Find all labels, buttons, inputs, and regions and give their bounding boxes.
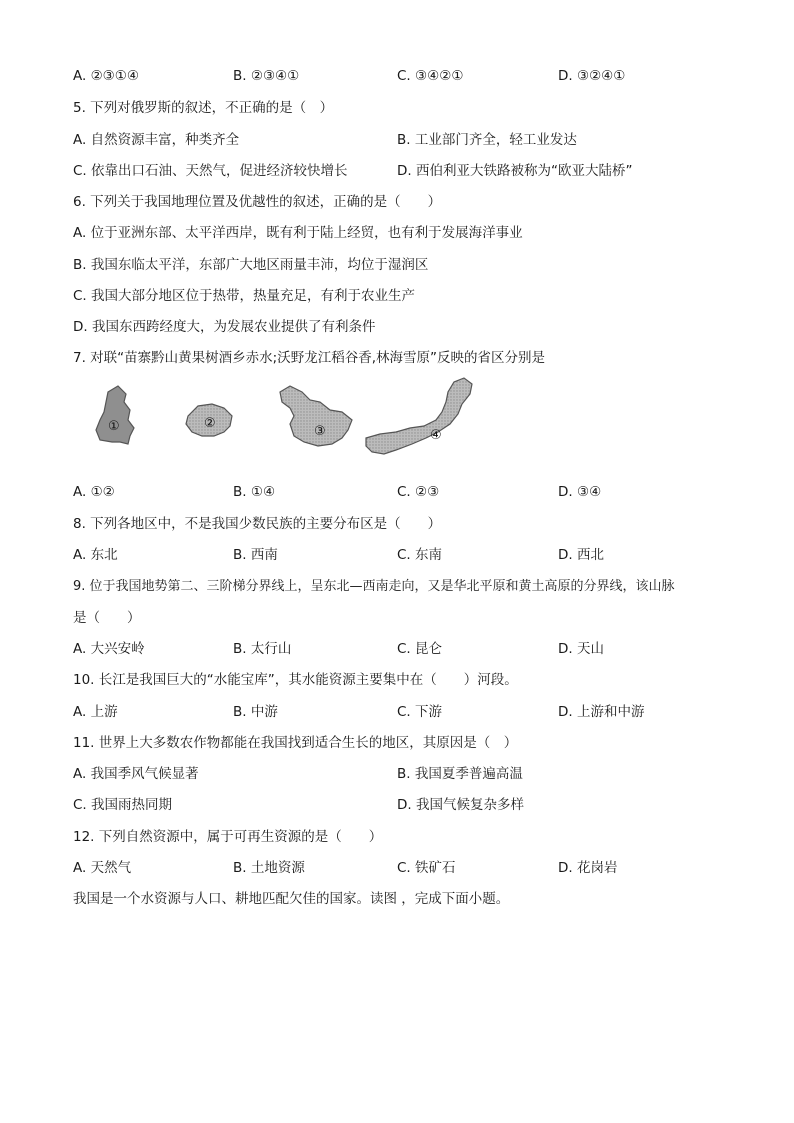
province-maps-figure — [90, 372, 490, 472]
q5-stem: 5. 下列对俄罗斯的叙述，不正确的是（ ） — [73, 100, 334, 116]
q11-stem: 11. 世界上大多数农作物都能在我国找到适合生长的地区，其原因是（ ） — [73, 735, 518, 751]
q11-option-b: B. 我国夏季普遍高温 — [397, 766, 523, 782]
q6-option-a: A. 位于亚洲东部、太平洋西岸，既有利于陆上经贸，也有利于发展海洋事业 — [73, 225, 523, 241]
q4-option-c: C. ③④②① — [397, 68, 464, 84]
q7-stem: 7. 对联“苗寨黔山黄果树酒乡赤水;沃野龙江稻谷香,林海雪原”反映的省区分别是 — [73, 350, 545, 366]
q12-option-d: D. 花岗岩 — [558, 860, 618, 876]
province-map-4 — [366, 378, 472, 454]
map-label-1: ① — [108, 419, 120, 434]
q6-option-b: B. 我国东临太平洋，东部广大地区雨量丰沛，均位于湿润区 — [73, 257, 429, 273]
q9-option-b: B. 太行山 — [233, 641, 292, 657]
q11-option-c: C. 我国雨热同期 — [73, 797, 173, 813]
q9-option-c: C. 昆仑 — [397, 641, 443, 657]
q8-stem: 8. 下列各地区中，不是我国少数民族的主要分布区是（ ） — [73, 516, 442, 532]
q4-option-b: B. ②③④① — [233, 68, 300, 84]
q12-option-b: B. 土地资源 — [233, 860, 305, 876]
q12-option-c: C. 铁矿石 — [397, 860, 456, 876]
q7-option-c: C. ②③ — [397, 484, 440, 500]
province-map-1 — [96, 386, 134, 444]
q10-option-b: B. 中游 — [233, 704, 278, 720]
q6-stem: 6. 下列关于我国地理位置及优越性的叙述，正确的是（ ） — [73, 194, 442, 210]
q7-option-d: D. ③④ — [558, 484, 602, 500]
q8-option-d: D. 西北 — [558, 547, 604, 563]
province-map-3 — [280, 386, 352, 446]
q8-option-c: C. 东南 — [397, 547, 443, 563]
q9-stem-line-1: 9. 位于我国地势第二、三阶梯分界线上，呈东北—西南走向，又是华北平原和黄土高原的分界线，该山脉 — [73, 579, 675, 594]
q6-option-d: D. 我国东西跨经度大，为发展农业提供了有利条件 — [73, 319, 376, 335]
q9-stem-line-2: 是（ ） — [73, 610, 141, 626]
map-label-4: ④ — [430, 428, 442, 443]
q10-option-a: A. 上游 — [73, 704, 118, 720]
province-map-2 — [186, 404, 232, 436]
q8-option-b: B. 西南 — [233, 547, 278, 563]
q5-option-d: D. 西伯利亚大铁路被称为“欧亚大陆桥” — [397, 163, 633, 179]
q11-option-a: A. 我国季风气候显著 — [73, 766, 199, 782]
q6-option-c: C. 我国大部分地区位于热带，热量充足，有利于农业生产 — [73, 288, 416, 304]
q12-stem: 12. 下列自然资源中，属于可再生资源的是（ ） — [73, 829, 383, 845]
map-label-3: ③ — [314, 424, 326, 439]
q5-option-c: C. 依靠出口石油、天然气，促进经济较快增长 — [73, 163, 348, 179]
q4-option-a: A. ②③①④ — [73, 68, 139, 84]
q11-option-d: D. 我国气候复杂多样 — [397, 797, 524, 813]
q10-option-c: C. 下游 — [397, 704, 443, 720]
q10-stem: 10. 长江是我国巨大的“水能宝库”，其水能资源主要集中在（ ）河段。 — [73, 672, 518, 688]
map-label-2: ② — [204, 416, 216, 431]
q7-option-b: B. ①④ — [233, 484, 276, 500]
q5-option-a: A. 自然资源丰富，种类齐全 — [73, 132, 240, 148]
q9-option-d: D. 天山 — [558, 641, 604, 657]
q9-option-a: A. 大兴安岭 — [73, 641, 145, 657]
q8-option-a: A. 东北 — [73, 547, 118, 563]
q5-option-b: B. 工业部门齐全，轻工业发达 — [397, 132, 577, 148]
q10-option-d: D. 上游和中游 — [558, 704, 645, 720]
q7-option-a: A. ①② — [73, 484, 115, 500]
next-section-intro: 我国是一个水资源与人口、耕地匹配欠佳的国家。读图 ，完成下面小题。 — [73, 891, 510, 907]
q4-option-d: D. ③②④① — [558, 68, 626, 84]
q12-option-a: A. 天然气 — [73, 860, 132, 876]
